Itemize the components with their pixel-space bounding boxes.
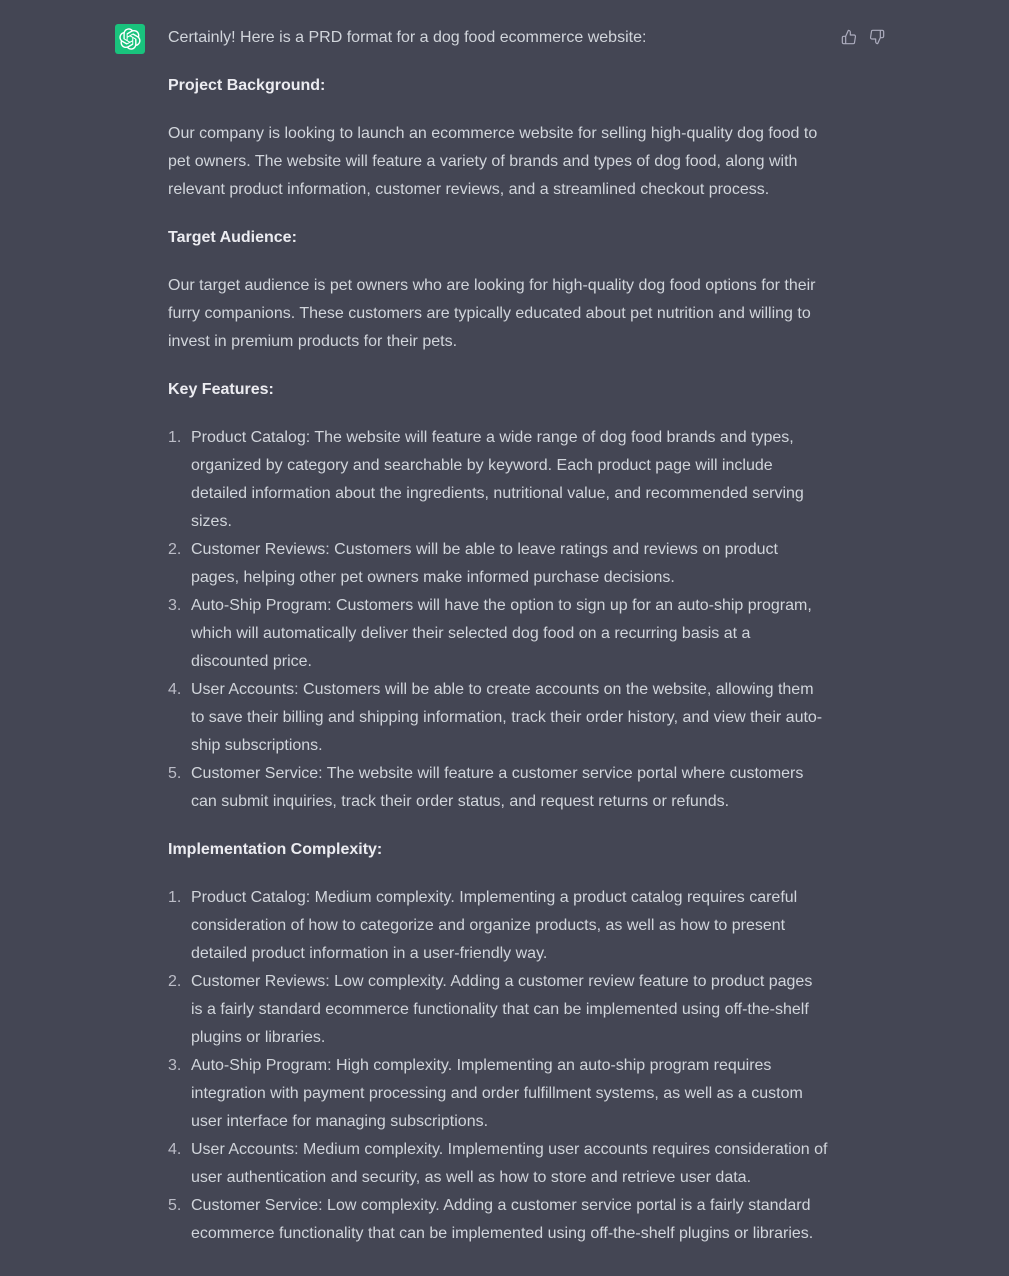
list-item-text: Customer Service: The website will feature a customer service portal where customers can submit inquiries, track their order status, and request returns or refunds. <box>191 765 804 810</box>
list-item <box>168 1192 828 1248</box>
list-item-text: Customer Reviews: Customers will be able to leave ratings and reviews on product pages, helping other pet owners make informed purchase decisions. <box>191 541 778 586</box>
list-item-text: Customer Reviews: Low complexity. Adding a customer review feature to product pages is a fairly standard ecommerce functionality that can be implemented using off-the-shelf plugins or libraries. <box>191 973 813 1046</box>
list-item-text: Product Catalog: The website will feature a wide range of dog food brands and types, organized by category and searchable by keyword. Each product page will include detailed information about the ingredients, nutritional value, and recommended serving sizes. <box>191 429 804 530</box>
assistant-avatar <box>115 24 145 54</box>
list-marker: 2. <box>168 541 182 558</box>
thumbs-up-button[interactable] <box>841 28 858 45</box>
intro-text: Certainly! Here is a PRD format for a dog food ecommerce website: <box>168 29 647 46</box>
list-item-text: Auto-Ship Program: Customers will have the option to sign up for an auto-ship program, which will automatically deliver their selected dog food on a recurring basis at a discounted price. <box>191 597 812 670</box>
list-item-text: User Accounts: Customers will be able to create accounts on the website, allowing them to save their billing and shipping information, track their order history, and view their auto-ship subscriptions. <box>191 681 823 754</box>
list-marker: 4. <box>168 681 182 698</box>
list-item <box>168 760 828 816</box>
list-marker: 5. <box>168 765 182 782</box>
heading-implementation-complexity: Implementation Complexity: <box>168 841 383 858</box>
list-item-text: Customer Service: Low complexity. Adding a customer service portal is a fairly standard ecommerce functionality that can be implemented using off-the-shelf plugins or libraries. <box>191 1197 814 1242</box>
feedback-actions <box>841 24 886 45</box>
list-item-text: User Accounts: Medium complexity. Implementing user accounts requires consideration of user authentication and security, as well as how to store and retrieve user data. <box>191 1141 828 1186</box>
list-item <box>168 1052 828 1136</box>
list-marker: 3. <box>168 1057 182 1074</box>
list-marker: 4. <box>168 1141 182 1158</box>
list-item-text: Auto-Ship Program: High complexity. Implementing an auto-ship program requires integration with payment processing and order fulfillment systems, as well as a custom user interface for managing subscriptions. <box>191 1057 803 1130</box>
heading-project-background: Project Background: <box>168 77 326 94</box>
list-item <box>168 968 828 1052</box>
openai-logo-icon <box>119 28 141 50</box>
list-item <box>168 536 828 592</box>
list-marker: 1. <box>168 429 182 446</box>
heading-key-features: Key Features: <box>168 381 274 398</box>
list-marker: 1. <box>168 889 182 906</box>
implementation-complexity-list <box>168 884 828 1248</box>
thumbs-down-icon <box>869 29 886 45</box>
thumbs-down-button[interactable] <box>869 28 886 45</box>
list-marker: 2. <box>168 973 182 990</box>
list-item <box>168 424 828 536</box>
list-marker: 3. <box>168 597 182 614</box>
message-content <box>168 24 828 1248</box>
list-item <box>168 676 828 760</box>
list-item <box>168 884 828 968</box>
list-marker: 5. <box>168 1197 182 1214</box>
thumbs-up-icon <box>841 29 858 45</box>
paragraph-project-background: Our company is looking to launch an ecommerce website for selling high-quality dog food to pet owners. The website will feature a variety of brands and types of dog food, along with relevant product information, customer reviews, and a streamlined checkout process. <box>168 125 818 198</box>
heading-target-audience: Target Audience: <box>168 229 297 246</box>
key-features-list <box>168 424 828 816</box>
list-item-text: Product Catalog: Medium complexity. Implementing a product catalog requires careful consideration of how to categorize and organize products, as well as how to present detailed product information in a user-friendly way. <box>191 889 798 962</box>
list-item <box>168 592 828 676</box>
list-item <box>168 1136 828 1192</box>
paragraph-target-audience: Our target audience is pet owners who are looking for high-quality dog food options for their furry companions. These customers are typically educated about pet nutrition and willing to invest in premium products for their pets. <box>168 277 816 350</box>
